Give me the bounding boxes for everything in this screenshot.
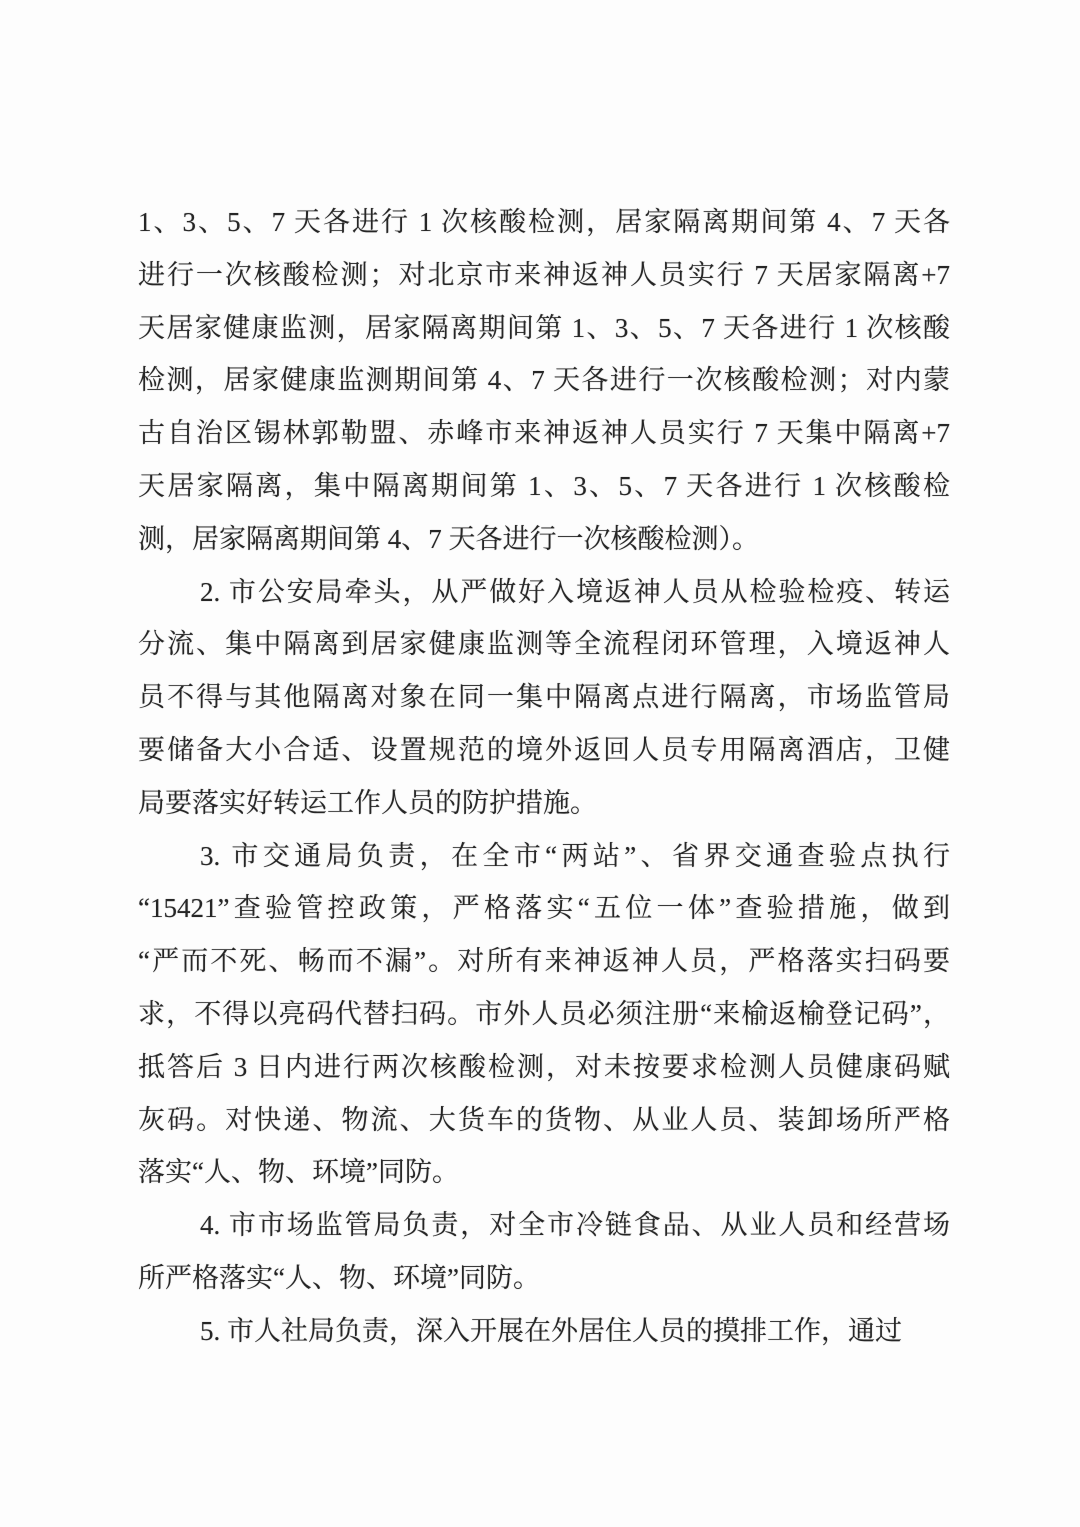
paragraph (138, 830, 950, 1200)
paragraph (138, 1305, 950, 1358)
text-line: 分流、集中隔离到居家健康监测等全流程闭环管理，入境返神人 (138, 629, 950, 660)
paragraph (138, 1199, 950, 1305)
text-line: “15421”查验管控政策，严格落实“五位一体”查验措施，做到 (138, 893, 950, 924)
text-line: 要储备大小合适、设置规范的境外返回人员专用隔离酒店，卫健 (138, 734, 950, 765)
text-line: 员不得与其他隔离对象在同一集中隔离点进行隔离，市场监管局 (138, 682, 950, 713)
text-line: 测，居家隔离期间第 4、7 天各进行一次核酸检测）。 (138, 523, 759, 554)
text-line: 3. 市交通局负责，在全市“两站”、省界交通查验点执行 (200, 840, 950, 871)
text-line: “严而不死、畅而不漏”。对所有来神返神人员，严格落实扫码要 (138, 946, 950, 977)
text-line: 求，不得以亮码代替扫码。市外人员必须注册“来榆返榆登记码”， (138, 998, 950, 1029)
text-line: 2. 市公安局牵头，从严做好入境返神人员从检验检疫、转运 (200, 576, 950, 607)
text-line: 5. 市人社局负责，深入开展在外居住人员的摸排工作，通过 (200, 1315, 902, 1346)
text-line: 抵答后 3 日内进行两次核酸检测，对未按要求检测人员健康码赋 (138, 1051, 950, 1082)
text-line: 古自治区锡林郭勒盟、赤峰市来神返神人员实行 7 天集中隔离+7 (138, 418, 950, 449)
text-line: 检测，居家健康监测期间第 4、7 天各进行一次核酸检测；对内蒙 (138, 365, 950, 396)
paragraph (138, 566, 950, 830)
text-line: 落实“人、物、环境”同防。 (138, 1157, 459, 1188)
text-line: 天居家健康监测，居家隔离期间第 1、3、5、7 天各进行 1 次核酸 (138, 312, 950, 343)
text-line: 1、3、5、7 天各进行 1 次核酸检测，居家隔离期间第 4、7 天各 (138, 207, 950, 237)
text-line: 4. 市市场监管局负责，对全市冷链食品、从业人员和经营场 (200, 1210, 950, 1241)
text-line: 进行一次核酸检测；对北京市来神返神人员实行 7 天居家隔离+7 (138, 259, 950, 290)
document-body (138, 196, 950, 1358)
paragraph (138, 196, 950, 566)
text-line: 所严格落实“人、物、环境”同防。 (138, 1262, 540, 1293)
text-line: 局要落实好转运工作人员的防护措施。 (138, 787, 597, 818)
text-line: 天居家隔离，集中隔离期间第 1、3、5、7 天各进行 1 次核酸检 (138, 470, 950, 501)
text-line: 灰码。对快递、物流、大货车的货物、从业人员、装卸场所严格 (138, 1104, 950, 1135)
